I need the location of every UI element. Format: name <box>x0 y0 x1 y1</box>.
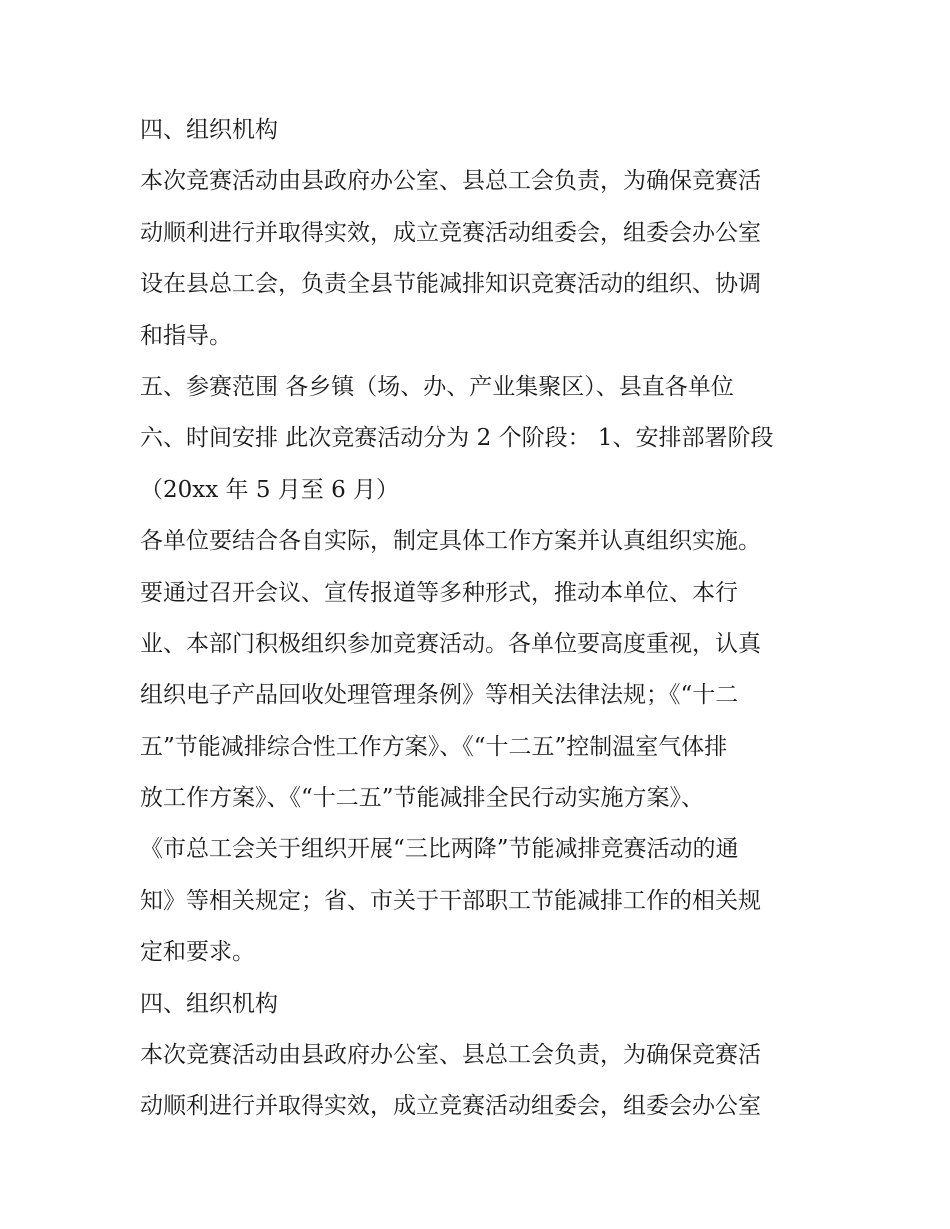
paragraph-line: 本次竞赛活动由县政府办公室、县总工会负责，为确保竞赛活 <box>140 168 761 195</box>
paragraph-line: 五”节能减排综合性工作方案》、《“十二五”控制温室气体排 <box>140 733 728 760</box>
paragraph-line: 要通过召开会议、宣传报道等多种形式，推动本单位、本行 <box>140 579 738 606</box>
heading-schedule: 六、时间安排 此次竞赛活动分为 2 个阶段： 1、安排部署阶段 <box>140 425 774 452</box>
heading-organization: 四、组织机构 <box>140 117 278 143</box>
paragraph-line: 和指导。 <box>140 322 232 349</box>
paragraph-line: 各单位要结合各自实际，制定具体工作方案并认真组织实施。 <box>140 528 761 555</box>
heading-scope: 五、参赛范围 各乡镇（场、办、产业集聚区）、县直各单位 <box>140 373 734 400</box>
paragraph-line: （20xx 年 5 月至 6 月） <box>140 476 400 503</box>
paragraph-line: 设在县总工会，负责全县节能减排知识竞赛活动的组织、协调 <box>140 271 761 298</box>
paragraph-line: 知》等相关规定；省、市关于干部职工节能减排工作的相关规 <box>140 887 761 914</box>
paragraph-line: 动顺利进行并取得实效，成立竞赛活动组委会，组委会办公室 <box>140 219 761 246</box>
paragraph-line: 定和要求。 <box>140 939 255 966</box>
paragraph-line: 动顺利进行并取得实效，成立竞赛活动组委会，组委会办公室 <box>140 1093 761 1120</box>
paragraph-line: 组织电子产品回收处理管理条例》等相关法律法规；《“十二 <box>140 682 739 709</box>
paragraph-line: 《市总工会关于组织开展“三比两降”节能减排竞赛活动的通 <box>140 836 739 863</box>
heading-organization-repeat: 四、组织机构 <box>140 990 278 1017</box>
paragraph-line: 本次竞赛活动由县政府办公室、县总工会负责，为确保竞赛活 <box>140 1042 761 1069</box>
paragraph-line: 业、本部门积极组织参加竞赛活动。各单位要高度重视，认真 <box>140 630 761 657</box>
paragraph-line: 放工作方案》、《“十二五”节能减排全民行动实施方案》、 <box>140 785 705 812</box>
document-body <box>140 108 830 1136</box>
